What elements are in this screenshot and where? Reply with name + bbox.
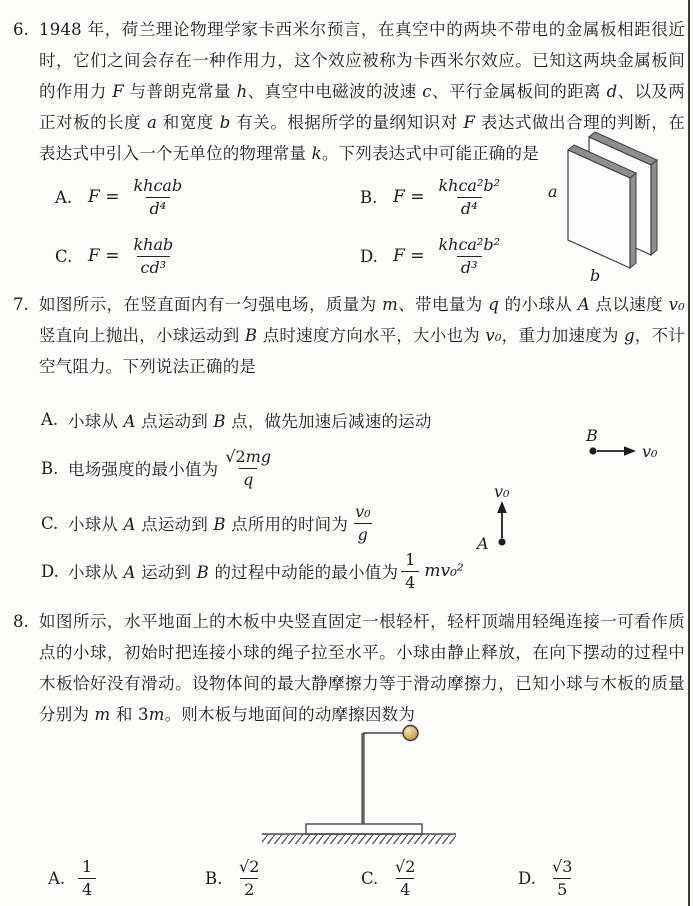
q6-option-a-numerator: khcab: [133, 176, 183, 196]
q6-option-c-label: C.: [55, 246, 73, 266]
question-7-text: 如图所示，在竖直面内有一匀强电场，质量为 m、带电量为 q 的小球从 A 点以速度 v₀ 竖直向上抛出，小球运动到 B 点时速度方向水平，大小也为 v₀，重力加速度为 g，不计空气阻力。下列说法正确的是: [39, 295, 685, 376]
velocity-b-label: v₀: [642, 442, 658, 461]
q8-option-c-denominator: 4: [396, 878, 414, 899]
question-7: [13, 289, 687, 382]
board: [306, 824, 422, 834]
q6-option-b-numerator: khca²b²: [438, 176, 501, 196]
q7-option-d-suffix: mv₀²: [424, 561, 464, 581]
q7-option-a-text: 小球从 A 点运动到 B 点，做先加速后减速的运动: [68, 411, 432, 431]
question-7-number: 7.: [13, 295, 29, 314]
q7-option-d-text: 小球从 A 运动到 B 的过程中动能的最小值为: [68, 563, 399, 582]
question-8-text: 如图所示，水平地面上的木板中央竖直固定一根轻杆，轻杆顶端用轻绳连接一可看作质点的小球，初始时把连接小球的绳子拉至水平。小球由静止释放，在向下摆动的过程中木板恰好没有滑动。设物体间的最大静摩擦力等于滑动摩擦力，已知小球与木板的质量分别为 m 和 3m。则木板与地面间的动摩擦因数为: [39, 612, 685, 724]
q7-option-c-text: 小球从 A 点运动到 B 点所用的时间为: [68, 515, 349, 534]
question-8: [13, 606, 687, 730]
q8-option-b: [205, 852, 266, 904]
q6-option-b: [360, 170, 507, 224]
q6-option-d-numerator: khca²b²: [438, 235, 501, 255]
q7-option-d-fraction: [401, 550, 419, 591]
q7-option-b: [41, 440, 278, 496]
q8-option-a-denominator: 4: [78, 878, 96, 899]
q7-option-c-label: C.: [41, 513, 59, 533]
q8-option-d-numerator: √3: [552, 857, 573, 877]
figure-rod-ball-board: [250, 715, 465, 845]
q8-option-d-label: D.: [518, 868, 536, 888]
q6-option-d-fraction: [434, 235, 504, 276]
velocity-b-arrowhead: [624, 446, 636, 456]
q7-option-b-denominator: q: [239, 468, 257, 489]
q7-option-c-numerator: v₀: [355, 502, 371, 522]
q8-option-a-numerator: 1: [82, 857, 93, 877]
q8-option-c-fraction: [391, 857, 419, 898]
q6-option-b-denominator: d⁴: [457, 197, 482, 218]
q7-option-a: [41, 404, 432, 435]
q7-option-d-numerator: 1: [405, 550, 416, 570]
q8-option-d: [518, 852, 579, 904]
q7-option-b-numerator: √2mg: [225, 447, 272, 467]
q8-option-a-label: A.: [48, 868, 66, 888]
q7-option-b-fraction: [221, 447, 275, 488]
question-6-text: 1948 年，荷兰理论物理学家卡西米尔预言，在真空中的两块不带电的金属板相距很近时，它们之间会存在一种作用力，这个效应被称为卡西米尔效应。已知这两块金属板间的作用力 F 与普朗克常量 h、真空中电磁波的波速 c、平行金属板间的距离 d、以及两正对板的长度 a 和宽度 b 有关。根据所学的量纲知识对 F 表达式做出合理的判断，在表达式中引入一个无单位的物理常量 k。下列表达式中可能正确的是: [39, 20, 685, 163]
point-b-label: B: [586, 426, 598, 445]
velocity-a-label: v₀: [494, 482, 510, 501]
question-8-number: 8.: [13, 612, 29, 631]
q7-option-d: [41, 543, 464, 599]
figure-projectile-points: [460, 415, 675, 555]
q6-option-c-lhs: F =: [88, 246, 120, 266]
q8-option-b-numerator: √2: [239, 857, 260, 877]
point-a-label: A: [477, 534, 489, 553]
point-b-dot: [589, 447, 596, 454]
q6-option-c-fraction: [129, 235, 177, 276]
q6-option-b-fraction: [434, 176, 504, 217]
q8-option-a: [48, 852, 99, 904]
point-a-dot: [498, 538, 505, 545]
q6-option-b-label: B.: [360, 187, 378, 207]
q6-option-b-lhs: F =: [393, 187, 425, 207]
q8-option-d-denominator: 5: [553, 878, 571, 899]
q6-option-a-lhs: F =: [88, 187, 120, 207]
q7-option-a-label: A.: [41, 410, 59, 429]
question-6-number: 6.: [13, 20, 29, 39]
q6-option-d-lhs: F =: [393, 246, 425, 266]
q6-option-c-denominator: cd³: [137, 256, 171, 277]
q8-option-b-label: B.: [205, 868, 223, 888]
plate-width-label: b: [590, 266, 601, 285]
q6-option-d-label: D.: [360, 246, 378, 266]
q6-option-d-denominator: d³: [457, 256, 482, 277]
q6-option-c: [55, 229, 180, 283]
q8-option-c-label: C.: [361, 868, 379, 888]
q7-option-d-denominator: 4: [401, 571, 419, 592]
figure-parallel-plates: [543, 128, 678, 288]
q7-option-c-fraction: [351, 502, 374, 543]
q6-option-a-denominator: d⁴: [146, 197, 171, 218]
q8-option-a-fraction: [78, 857, 96, 898]
q6-option-a: [55, 170, 189, 224]
q7-option-b-text: 电场强度的最小值为: [68, 460, 219, 479]
q8-option-b-fraction: [235, 857, 263, 898]
q8-option-d-fraction: [548, 857, 576, 898]
q8-option-c-numerator: √2: [395, 857, 416, 877]
q6-option-a-label: A.: [55, 187, 73, 207]
q7-option-b-label: B.: [41, 458, 59, 478]
plate-height-label: a: [548, 182, 558, 201]
q6-option-c-numerator: khab: [133, 235, 174, 255]
q8-option-b-denominator: 2: [240, 878, 258, 899]
q7-option-d-label: D.: [41, 561, 59, 581]
q6-option-a-fraction: [129, 176, 186, 217]
ground-hatching: [262, 835, 456, 844]
ball: [403, 726, 418, 741]
q8-option-c: [361, 852, 422, 904]
q6-option-d: [360, 229, 507, 283]
q7-option-c-denominator: g: [354, 523, 372, 544]
scan-edge-line: [688, 0, 690, 906]
